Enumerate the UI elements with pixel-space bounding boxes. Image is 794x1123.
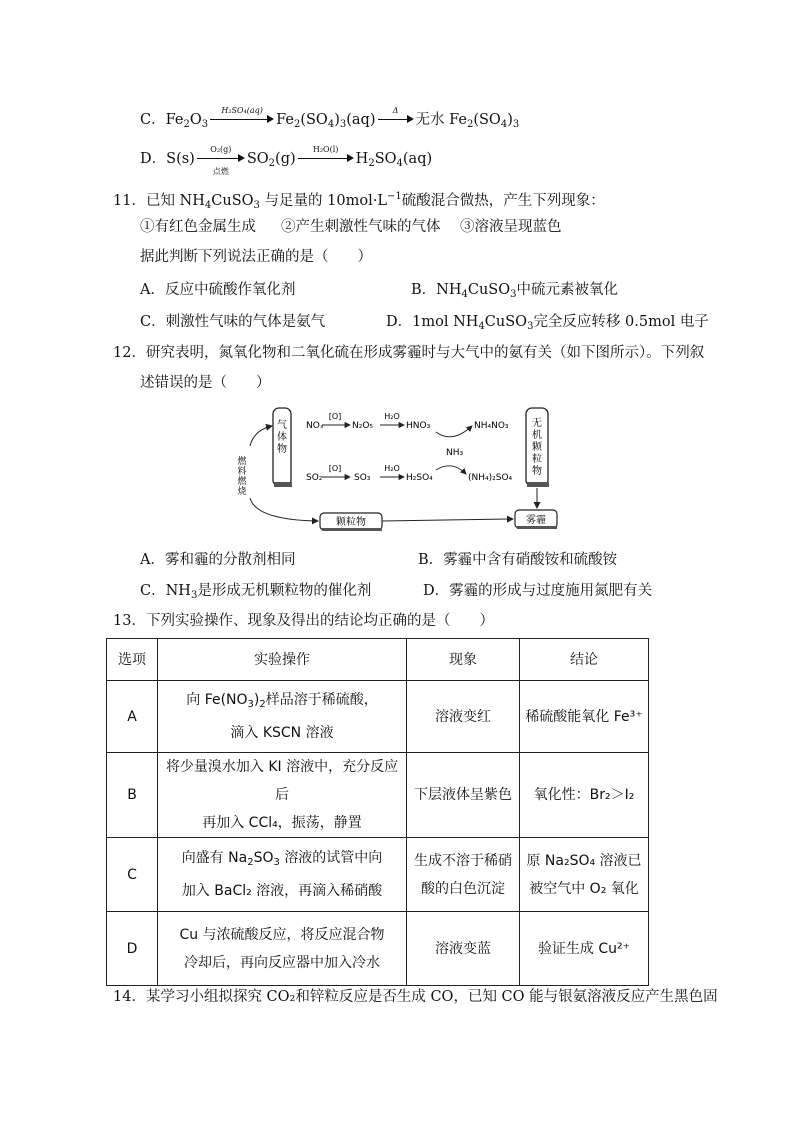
header-conclusion: 结论: [520, 639, 649, 681]
header-option: 选项: [107, 639, 158, 681]
reaction-arrow: H₂SO₄(aq): [210, 110, 274, 126]
cell-conclusion: 原 Na₂SO₄ 溶液已 被空气中 O₂ 氧化: [520, 838, 649, 912]
cell-operation: 向盛有 $Na_2SO_3$ 溶液的试管中向 加入 BaCl₂ 溶液，再滴入稀硝酸: [158, 838, 407, 912]
particles-box-label: 颗粒物: [336, 517, 366, 528]
h2so4-label: H₂SO₄: [406, 473, 433, 483]
q14-stem: 14．某学习小组拟探究 CO₂和锌粒反应是否生成 CO，已知 CO 能与银氨溶液反应产生黑色固: [113, 989, 718, 1005]
nh42so4-label: (NH₄)₂SO₄: [468, 473, 513, 483]
q11-phenomenon-3: ③溶液呈现蓝色: [460, 219, 562, 235]
so3-label: SO₃: [354, 473, 371, 483]
q13-stem: 13．下列实验操作、现象及得出的结论均正确的是（ ）: [113, 613, 494, 629]
o-label: [O]: [328, 464, 342, 473]
q12-stem-line2: 述错误的是（ ）: [140, 375, 271, 391]
n2o5-label: N₂O₅: [352, 421, 374, 431]
table-row: [107, 912, 649, 986]
q12-option-d: D．雾霾的形成与过度施用氮肥有关: [423, 583, 653, 599]
table-row: [107, 838, 649, 912]
haze-box-label: 雾霾: [526, 515, 546, 526]
fuel-combustion-label: 燃料燃烧: [237, 457, 247, 497]
option-label: C．: [140, 112, 166, 128]
cell-operation: 向 $Fe(NO_3)_2$样品溶于稀硫酸， 滴入 KSCN 溶液: [158, 681, 407, 753]
hno3-label: HNO₃: [406, 421, 431, 431]
cell-conclusion: 验证生成 Cu²⁺: [520, 912, 649, 986]
q10-option-c: C．$Fe_2O_3$ H₂SO₄(aq) $Fe_2(SO_4)_3(aq)$ Δ 无水 $Fe_2(SO_4)_3$: [140, 106, 520, 130]
q11-option-a: A．反应中硫酸作氧化剂: [140, 282, 296, 298]
inorganic-box-label: 无机颗粒物: [532, 418, 542, 477]
anhydrous-label: 无水: [415, 112, 450, 128]
nh4no3-label: NH₄NO₃: [474, 421, 509, 431]
cell-option: D: [107, 912, 158, 986]
cell-operation: 将少量溴水加入 KI 溶液中，充分反应后 再加入 CCl₄，振荡，静置: [158, 753, 407, 838]
reaction-arrow: O₂(g) 点燃: [197, 149, 245, 165]
q11-stem: 11．已知 $NH_4CuSO_3$ 与足量的 $10mol\cdot L^{-1}$硫酸混合微热，产生下列现象：: [113, 191, 605, 211]
q11-option-c: C．刺激性气味的气体是氨气: [140, 314, 326, 330]
cell-option: A: [107, 681, 158, 753]
so2-label: SO₂: [306, 473, 323, 483]
q11-option-b: B．$NH_4CuSO_3$中硫元素被氧化: [411, 282, 619, 300]
nh3-label: NH₃: [446, 448, 464, 458]
q12-stem-line1: 12．研究表明，氮氧化物和二氧化硫在形成雾霾时与大气中的氨有关（如下图所示）。下列叙: [113, 345, 705, 361]
table-row: [107, 681, 649, 753]
option-label: D．: [140, 151, 167, 167]
h2o-label: H₂O: [384, 412, 400, 421]
reaction-arrow: H₂O(l): [298, 149, 354, 165]
q11-phenomenon-2: ②产生刺激性气味的气体: [281, 219, 441, 235]
q12-option-a: A．雾和霾的分散剂相同: [140, 552, 296, 568]
nox-label: NOₓ: [306, 421, 324, 431]
o-label: [O]: [328, 412, 342, 421]
cell-phenomenon: 溶液变蓝: [407, 912, 520, 986]
cell-conclusion: 氧化性：Br₂＞I₂: [520, 753, 649, 838]
heat-arrow: Δ: [378, 110, 414, 126]
table-header-row: [107, 639, 649, 681]
q12-option-b: B．雾霾中含有硝酸铵和硫酸铵: [418, 552, 618, 568]
q10-option-d: D．S(s) O₂(g) 点燃 $SO_2(g)$ H₂O(l) $H_2SO_4(aq)$: [140, 145, 433, 176]
haze-formation-diagram: [236, 404, 566, 534]
header-operation: 实验操作: [158, 639, 407, 681]
gas-box-label: 气体物: [277, 420, 287, 455]
header-phenomenon: 现象: [407, 639, 520, 681]
cell-phenomenon: 生成不溶于稀硝 酸的白色沉淀: [407, 838, 520, 912]
cell-option: C: [107, 838, 158, 912]
cell-phenomenon: 下层液体呈紫色: [407, 753, 520, 838]
q11-option-d: D．1mol $NH_4CuSO_3$完全反应转移 0.5mol 电子: [386, 314, 709, 332]
cell-conclusion: 稀硫酸能氧化 Fe³⁺: [520, 681, 649, 753]
cell-phenomenon: 溶液变红: [407, 681, 520, 753]
table-row: [107, 753, 649, 838]
cell-option: B: [107, 753, 158, 838]
experiment-table: [106, 638, 649, 986]
q12-option-c: C．$NH_3$是形成无机颗粒物的催化剂: [140, 583, 372, 601]
q11-question: 据此判断下列说法正确的是（ ）: [140, 249, 372, 265]
q11-phenomenon-1: ①有红色金属生成: [140, 219, 256, 235]
cell-operation: Cu 与浓硫酸反应，将反应混合物 冷却后，再向反应器中加入冷水: [158, 912, 407, 986]
h2o-label: H₂O: [384, 464, 400, 473]
